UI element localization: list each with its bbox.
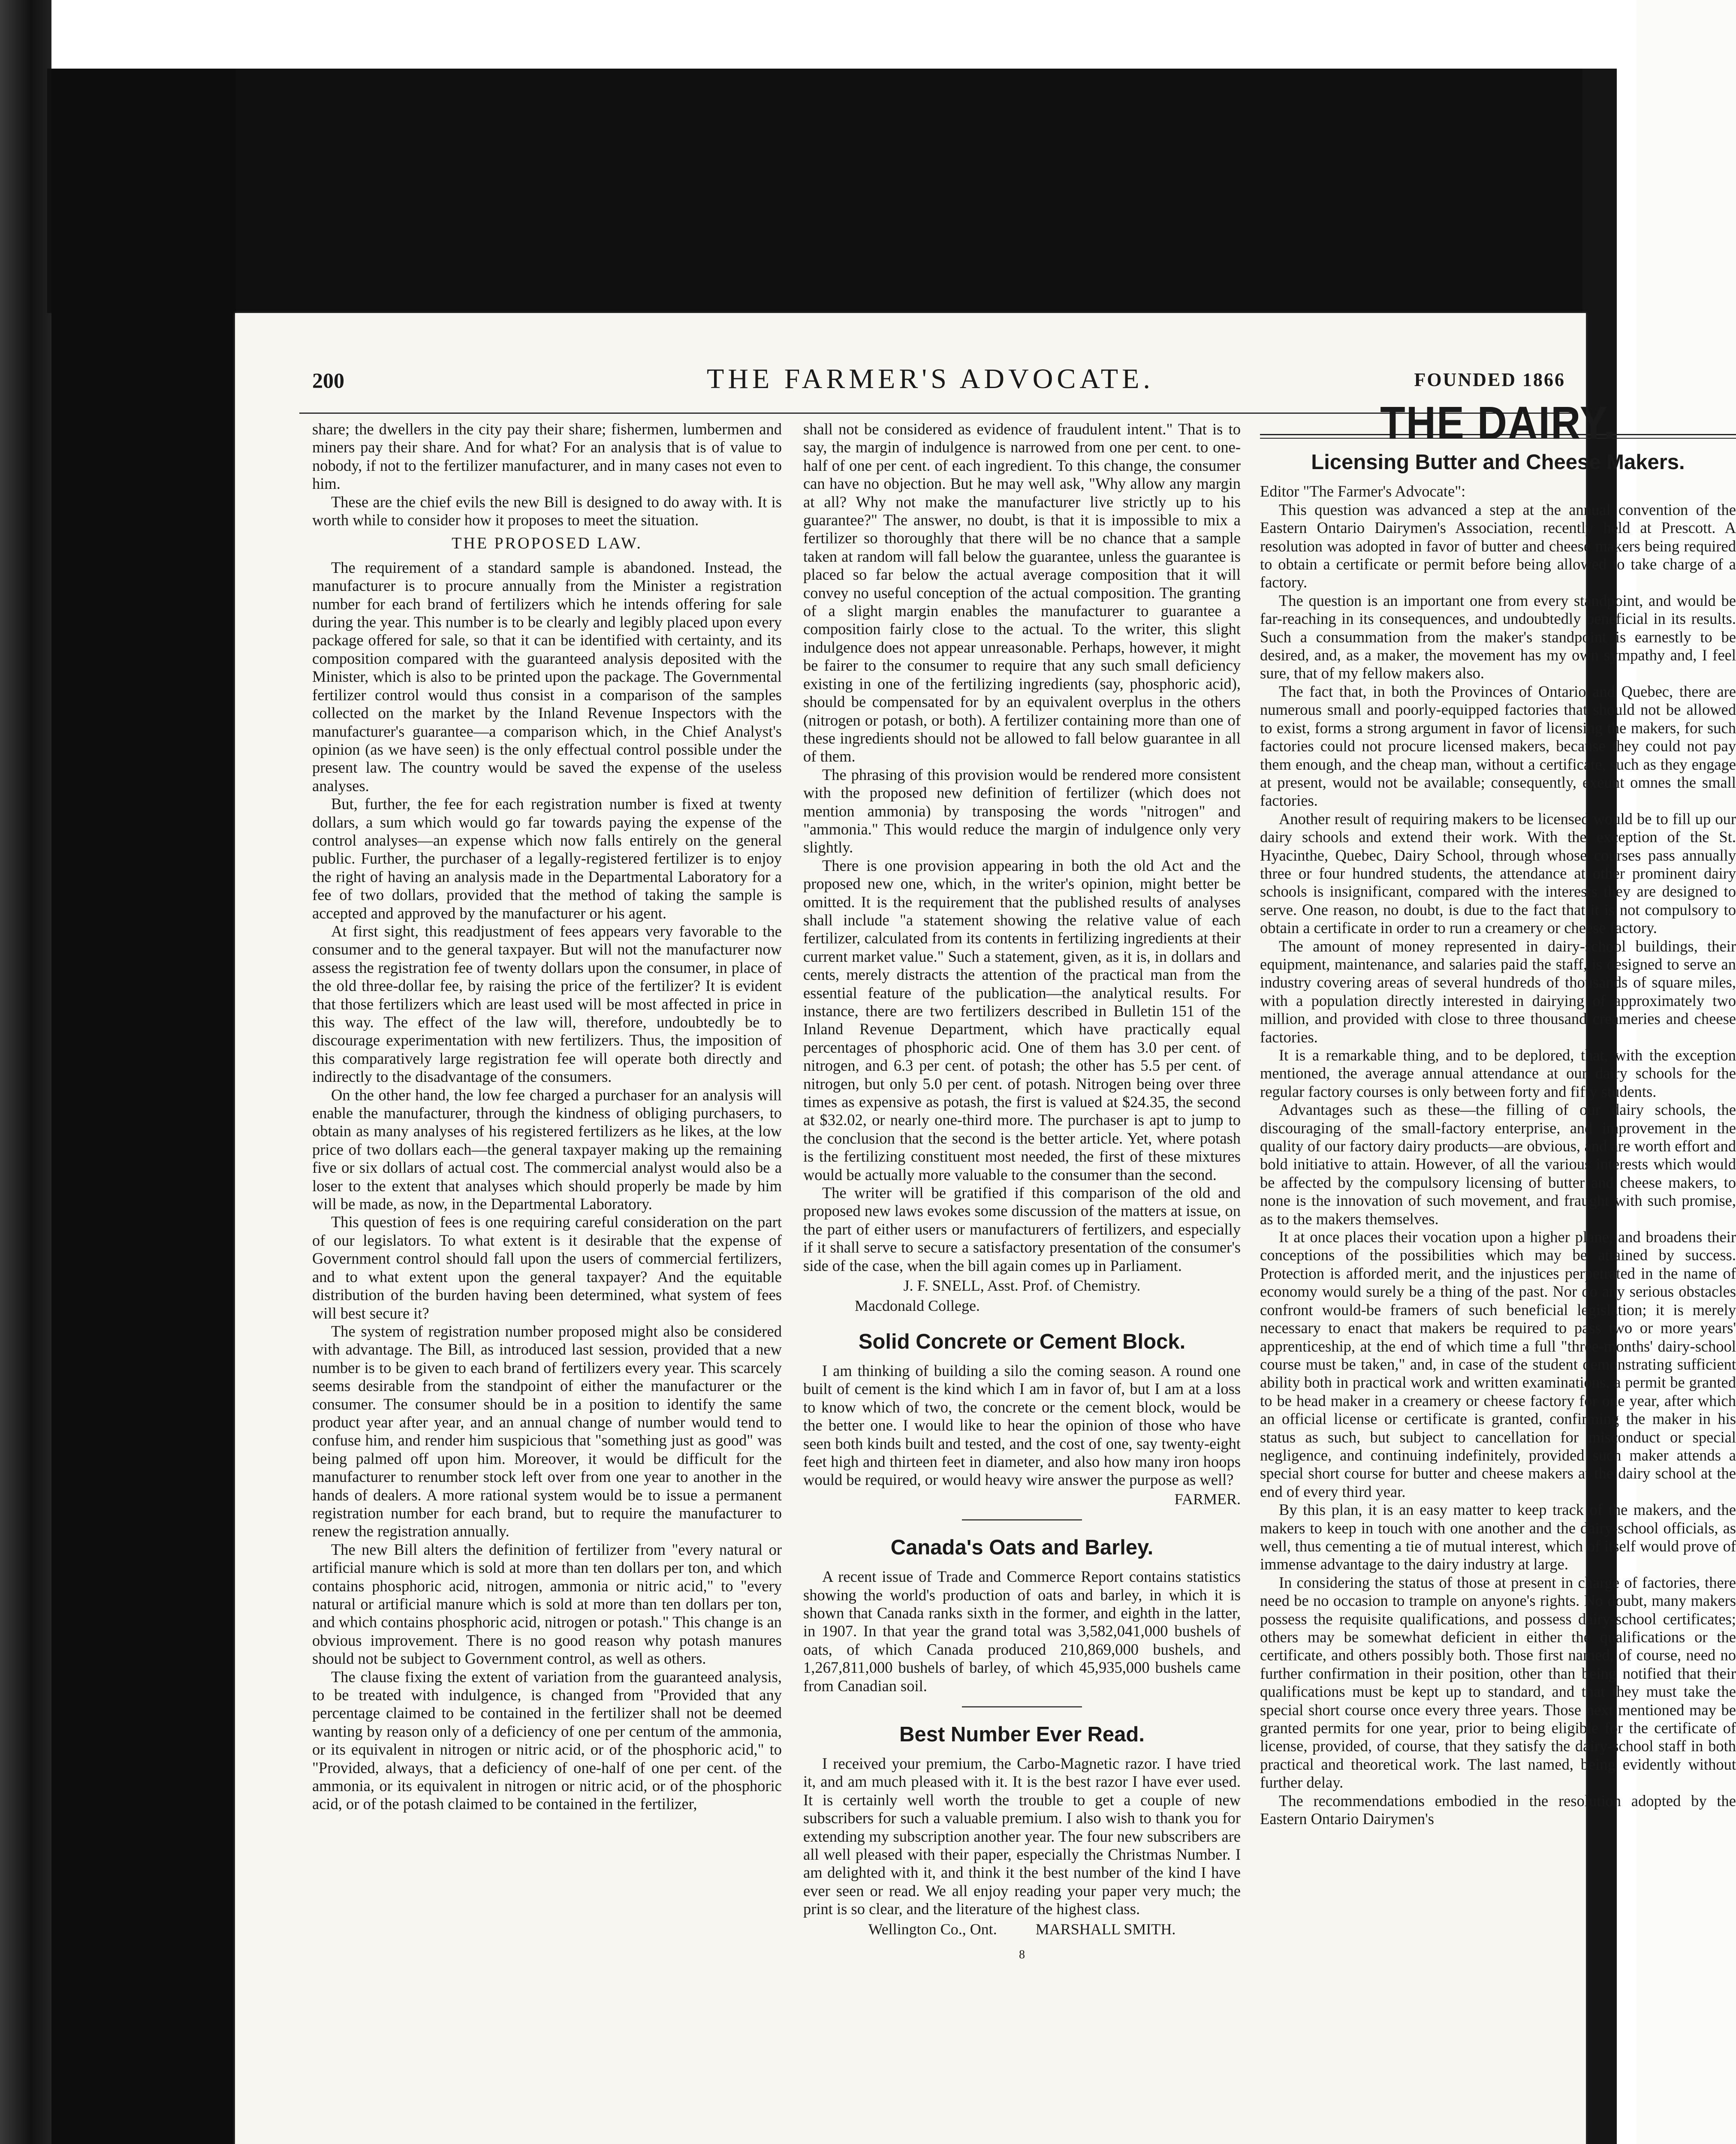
col1-para: The new Bill alters the definition of fertilizer from "every natural or artificial manure which is sold at more than ten dollars per ton, and which contains phosphoric acid, nitrogen, ammonia or nitric acid," to "every natural or artificial manure which is sold at more than ten dollars per ton, and which contains phosphoric acid, nitrogen or potash." This change is an obvious improvement. There is no good reason why potash manures should not be subject to Government control, as well as others.	[312, 1540, 782, 1668]
column-3	[1260, 397, 1736, 1828]
col2-para: The phrasing of this provision would be rendered more consistent with the proposed new definition of fertilizer (which does not mention ammonia) by transposing the words "nitrogen" and "ammonia." This would reduce the margin of indulgence only very slightly.	[803, 765, 1241, 856]
col3-para: The recommendations embodied in the resolution adopted by the Eastern Ontario Dairymen's	[1260, 1792, 1736, 1828]
razor-headline: Best Number Ever Read.	[899, 1723, 1145, 1746]
dairy-section-title: THE DAIRY.	[1380, 397, 1616, 449]
column-2	[803, 420, 1241, 1964]
newspaper-page	[235, 313, 1736, 2144]
col1-para: These are the chief evils the new Bill is designed to do away with. It is worth while to consider how it proposes to meet the situation.	[312, 493, 782, 529]
section-subhead: THE PROPOSED LAW.	[452, 534, 642, 553]
founded-line: FOUNDED 1866	[1414, 369, 1565, 390]
col1-para: The clause fixing the extent of variation from the guaranteed analysis, to be treated with indulgence, is changed from "Provided that any percentage claimed to be contained in the fertilizer shall not be deemed wanting by reason only of a deficiency of one per centum of the ammonia, or its equivalent in nitrogen or nitric acid, or of the phosphoric acid," to "Provided, always, that a deficiency of one-half of one per cent. of the ammonia, or its equivalent in nitrogen or nitric acid, or of the phosphoric acid, or of the potash claimed to be contained in the fertilizer,	[312, 1668, 782, 1813]
scan-left-border	[51, 69, 236, 2144]
col2-para: The writer will be gratified if this comparison of the old and proposed new laws evokes some discussion of the matters at issue, on the part of either users or manufacturers of fertilizers, and especially if it shall serve to secure a satisfactory presentation of the consumer's side of the case, when the bill again comes up in Parliament.	[803, 1184, 1241, 1274]
concrete-headline: Solid Concrete or Cement Block.	[858, 1330, 1186, 1353]
signature-line: J. F. SNELL, Asst. Prof. of Chemistry.	[903, 1277, 1141, 1295]
col1-para: At first sight, this readjustment of fees appears very favorable to the consumer and to the general taxpayer. But will not the manufacturer now assess the registration fee of twenty dollars upon the consumer, in place of the old three-dollar fee, by raising the price of the fertilizer? It is evident that those fertilizers which are least used will be most affected in price in this way. The effect of the law will, therefore, undoubtedly be to discourage experimentation with new fertilizers. Thus, the imposition of this comparatively large registration fee will operate both directly and indirectly to the disadvantage of the consumers.	[312, 922, 782, 1086]
oats-headline: Canada's Oats and Barley.	[890, 1536, 1154, 1560]
col3-para: The fact that, in both the Provinces of Ontario and Quebec, there are numerous small and poorly-equipped factories that should not be allowed to exist, forms a strong argument in favor of licensing the makers, for such factories could not procure licensed makers, because they could not pay them enough, and the cheap man, without a certificate, such as they engage at present, would not be available; consequently, exeunt omnes the small factories.	[1260, 682, 1736, 810]
masthead: THE FARMER'S ADVOCATE.	[707, 363, 1154, 394]
razor-text: I received your premium, the Carbo-Magnetic razor. I have tried it, and am much pleased with it. It is the best razor I have ever used. It is certainly well worth the trouble to get a couple of new subscribers for such a valuable premium. I also wish to thank you for extending my subscription another year. The four new subscribers are all well pleased with their paper, especially the Christmas Number. I am delighted with it, and think it the best number of the kind I have ever seen or read. We all enjoy reading your paper very much; the print is so clear, and the literature of the highest class.	[803, 1755, 1241, 1918]
divider	[962, 1519, 1082, 1521]
razor-signature: Wellington Co., Ont. MARSHALL SMITH.	[868, 1920, 1176, 1938]
scan-top-border	[47, 69, 1612, 313]
col2-para: shall not be considered as evidence of fraudulent intent." That is to say, the margin of indulgence is narrowed from one per cent. to one-half of one per cent. of each ingredient. To this change, the consumer can have no objection. But he may well ask, "Why allow any margin at all? Why not make the manufacturer live strictly up to his guarantee?" The answer, no doubt, is that it is impossible to mix a fertilizer so thoroughly that there will be no chance that a sample taken at random will fall below the guarantee, unless the guarantee is placed so far below the actual average composition that it will convey no useful conception of the actual composition. The granting of a slight margin enables the manufacturer to guarantee a composition fairly close to the actual. To the writer, this slight indulgence does not appear unreasonable. Perhaps, however, it might be fairer to the consumer to require that any such small deficiency existing in one of the fertilizing ingredients (say, phosphoric acid), should be compensated for by an equivalent overplus in the others (nitrogen or potash, or both). A fertilizer containing more than one of these ingredients should not be allowed to fall below guarantee in all of them.	[803, 420, 1241, 765]
col1-para: The requirement of a standard sample is abandoned. Instead, the manufacturer is to procure annually from the Minister a registration number for each brand of fertilizers which he intends offering for sale during the year. This number is to be clearly and legibly placed upon every package offered for sale, so that it can be identified with certainty, and its composition compared with the guaranteed analysis deposited with the Minister, which is also to be printed upon the package. The Governmental fertilizer control would thus consist in a comparison of the samples collected on the market by the Inland Revenue Inspectors with the manufacturer's guarantee—a comparison which, in the Chief Analyst's opinion (as we have seen) is the only effectual control possible under the present law. The country would be saved the expense of the useless analyses.	[312, 558, 782, 795]
concrete-signature: FARMER.	[1174, 1490, 1241, 1508]
signature-place: Macdonald College.	[855, 1297, 980, 1314]
col3-para: It is a remarkable thing, and to be deplored, that, with the exception mentioned, the average annual attendance at our dairy schools for the regular factory courses is only between forty and fifty students.	[1260, 1046, 1736, 1100]
col2-para: There is one provision appearing in both the old Act and the proposed new one, which, in the writer's opinion, might better be omitted. It is the requirement that the published results of analyses shall include "a statement showing the relative value of each fertilizer, calculated from its contents in fertilizing ingredients at their current market value." Such a statement, given, as it is, in dollars and cents, merely distracts the attention of the practical man from the essential feature of the publication—the analytical results. For instance, there are two fertilizers described in Bulletin 151 of the Inland Revenue Department, which have practically equal percentages of phosphoric acid. One of them has 3.0 per cent. of nitrogen, and 6.3 per cent. of potash; the other has 5.5 per cent. of nitrogen, but only 5.0 per cent. of potash. Nitrogen being over three times as expensive as potash, the first is valued at $24.35, the second at $32.02, or nearly one-third more. The purchaser is apt to jump to the conclusion that the second is the better article. Yet, where potash is the fertilizing constituent most needed, the first of these mixtures would be actually more valuable to the consumer than the second.	[803, 856, 1241, 1183]
col3-para: Another result of requiring makers to be licensed would be to fill up our dairy schools and extend their work. With the exception of the St. Hyacinthe, Quebec, Dairy School, through whose courses pass annually three or four hundred students, the attendance at other prominent dairy schools is insignificant, compared with the interests they are designed to serve. One reason, no doubt, is due to the fact that it is not compulsory to obtain a certificate in order to run a creamery or cheese factory.	[1260, 810, 1736, 937]
divider	[962, 1706, 1082, 1707]
concrete-text: I am thinking of building a silo the coming season. A round one built of cement is the kind which I am in favor of, but I am at a loss to know which of two, the concrete or the cement block, would be the better one. I would like to hear the opinion of those who have seen both kinds built and tested, and the cost of one, say twenty-eight feet high and thirteen feet in diameter, and also how many iron hoops would be required, or would heavy wire answer the purpose as well?	[803, 1361, 1241, 1489]
col3-para: It at once places their vocation upon a higher plane, and broadens their conceptions of the possibilities which may be attained by success. Protection is afforded merit, and the injustices perpetrated in the name of economy would surely be a thing of the past. Nor do any serious obstacles confront would-be framers of such beneficial legislation; it is merely necessary to enact that makers be required to pass two or more years' apprenticeship, at the end of which time a full "three-months' dairy-school course must be taken," and, in case of the student demonstrating sufficient ability both in practical work and written examinations, a permit be granted to be head maker in a creamery or cheese factory for one year, after which an official license or certificate is granted, confirming the maker in his status as such, but subject to cancellation for misconduct or special negligence, and continuing indefinitely, provided such maker attends a special short course for butter and cheese makers at the dairy school at the end of every third year.	[1260, 1228, 1736, 1500]
col3-para: This question was advanced a step at the annual convention of the Eastern Ontario Dairymen's Association, recently held at Prescott. A resolution was adopted in favor of butter and cheese makers being required to obtain a certificate or permit before being allowed to take charge of a factory.	[1260, 500, 1736, 591]
col1-para: This question of fees is one requiring careful consideration on the part of our legislators. To what extent is it desirable that the expense of Government control should fall upon the users of commercial fertilizers, and to what extent upon the general taxpayer? And the equitable distribution of the burden having been determined, what system of fees will best secure it?	[312, 1213, 782, 1322]
col1-para: share; the dwellers in the city pay their share; fishermen, lumbermen and miners pay their share. And for what? For an analysis that is of value to nobody, if not to the fertilizer manufacturer, and in many cases not even to him.	[312, 420, 782, 493]
scan-left-edge	[0, 0, 51, 2144]
col3-para: The amount of money represented in dairy-school buildings, their equipment, maintenance, and salaries paid the staff, is designed to serve an industry covering areas of several hundreds of thousands of square miles, with a population directly interested in dairying of approximately two million, and provided with close to three thousand creameries and cheese factories.	[1260, 937, 1736, 1046]
column-1	[312, 420, 782, 1813]
col3-para: In considering the status of those at present in charge of factories, there need be no occasion to trample on anyone's rights. No doubt, many makers possess the requisite qualifications, and possess dairy-school certificates; others may be somewhat deficient in either the qualifications or the certificate, and others possibly both. Those first named, of course, need no further confirmation in their position, other than being notified that their qualifications must be kept up to standard, and that they must take the special short course once every three years. Those next mentioned may be granted permits for one year, prior to being eligible for the certificate of license, provided, of course, that they satisfy the dairy-school staff in both practical and theoretical work. The last named, being evidently without further delay.	[1260, 1573, 1736, 1792]
page-number: 200	[312, 368, 344, 392]
editor-line: Editor "The Farmer's Advocate":	[1260, 482, 1466, 500]
col3-para: Advantages such as these—the filling of our dairy schools, the discouraging of the small-factory enterprise, and improvement in the quality of our factory dairy products—are obvious, and are worth effort and bold initiative to attain. However, of all the various interests which would be affected by the compulsory licensing of butter and cheese makers, to none is the innovation of such movement, and fraught with such promise, as to the makers themselves.	[1260, 1101, 1736, 1228]
footer-mark: 8	[1019, 1948, 1025, 1962]
oats-text: A recent issue of Trade and Commerce Report contains statistics showing the world's production of oats and barley, in which it is shown that Canada ranks sixth in the former, and eighth in the latter, in 1907. In that year the grand total was 3,582,041,000 bushels of oats, of which Canada produced 210,869,000 bushels, and 1,267,811,000 bushels of barley, of which 45,935,000 bushels came from Canadian soil.	[803, 1568, 1241, 1695]
col3-para: The question is an important one from every standpoint, and would be far-reaching in its consequences, and undoubtedly beneficial in its results. Such a consummation from the maker's standpoint is earnestly to be desired, and, as a maker, the movement has my own sympathy and, I feel sure, that of my fellow makers also.	[1260, 591, 1736, 682]
col1-para: On the other hand, the low fee charged a purchaser for an analysis will enable the manufacturer, through the kindness of obliging purchasers, to obtain as many analyses of his registered fertilizers as he likes, at the low price of two dollars each—the general taxpayer making up the remaining five or six dollars of actual cost. The commercial analyst would also be a loser to the extent that analyses which should properly be made by him will be made, as now, in the Departmental Laboratory.	[312, 1086, 782, 1213]
col3-para: By this plan, it is an easy matter to keep track of the makers, and the makers to keep in touch with one another and the dairy-school officials, as well, thus cementing a tie of mutual interest, which of itself would prove of immense advantage to the dairy industry at large.	[1260, 1501, 1736, 1573]
col1-para: The system of registration number proposed might also be considered with advantage. The Bill, as introduced last session, provided that a new number is to be given to each brand of fertilizers every year. This scarcely seems desirable from the standpoint of either the manufacturer or the consumer. The consumer should be in a position to identify the same product year after year, and an annual change of number would tend to confuse him, and render him suspicious that "something just as good" was being palmed off upon him. Moreover, it would be difficult for the manufacturer to renumber stock left over from one year to another in the hands of dealers. A more rational system would be to issue a permanent registration number for each brand, but to require the manufacturer to renew the registration annually.	[312, 1322, 782, 1540]
col1-para: But, further, the fee for each registration number is fixed at twenty dollars, a sum which would go far towards paying the expense of the control analyses—an expense which now falls entirely on the general public. Further, the purchaser of a legally-registered fertilizer is to enjoy the right of having an analysis made in the Departmental Laboratory for a fee of two dollars, provided that the method of taking the sample is accepted and approved by the manufacturer or his agent.	[312, 795, 782, 922]
licensing-headline: Licensing Butter and Cheese Makers.	[1311, 451, 1685, 474]
